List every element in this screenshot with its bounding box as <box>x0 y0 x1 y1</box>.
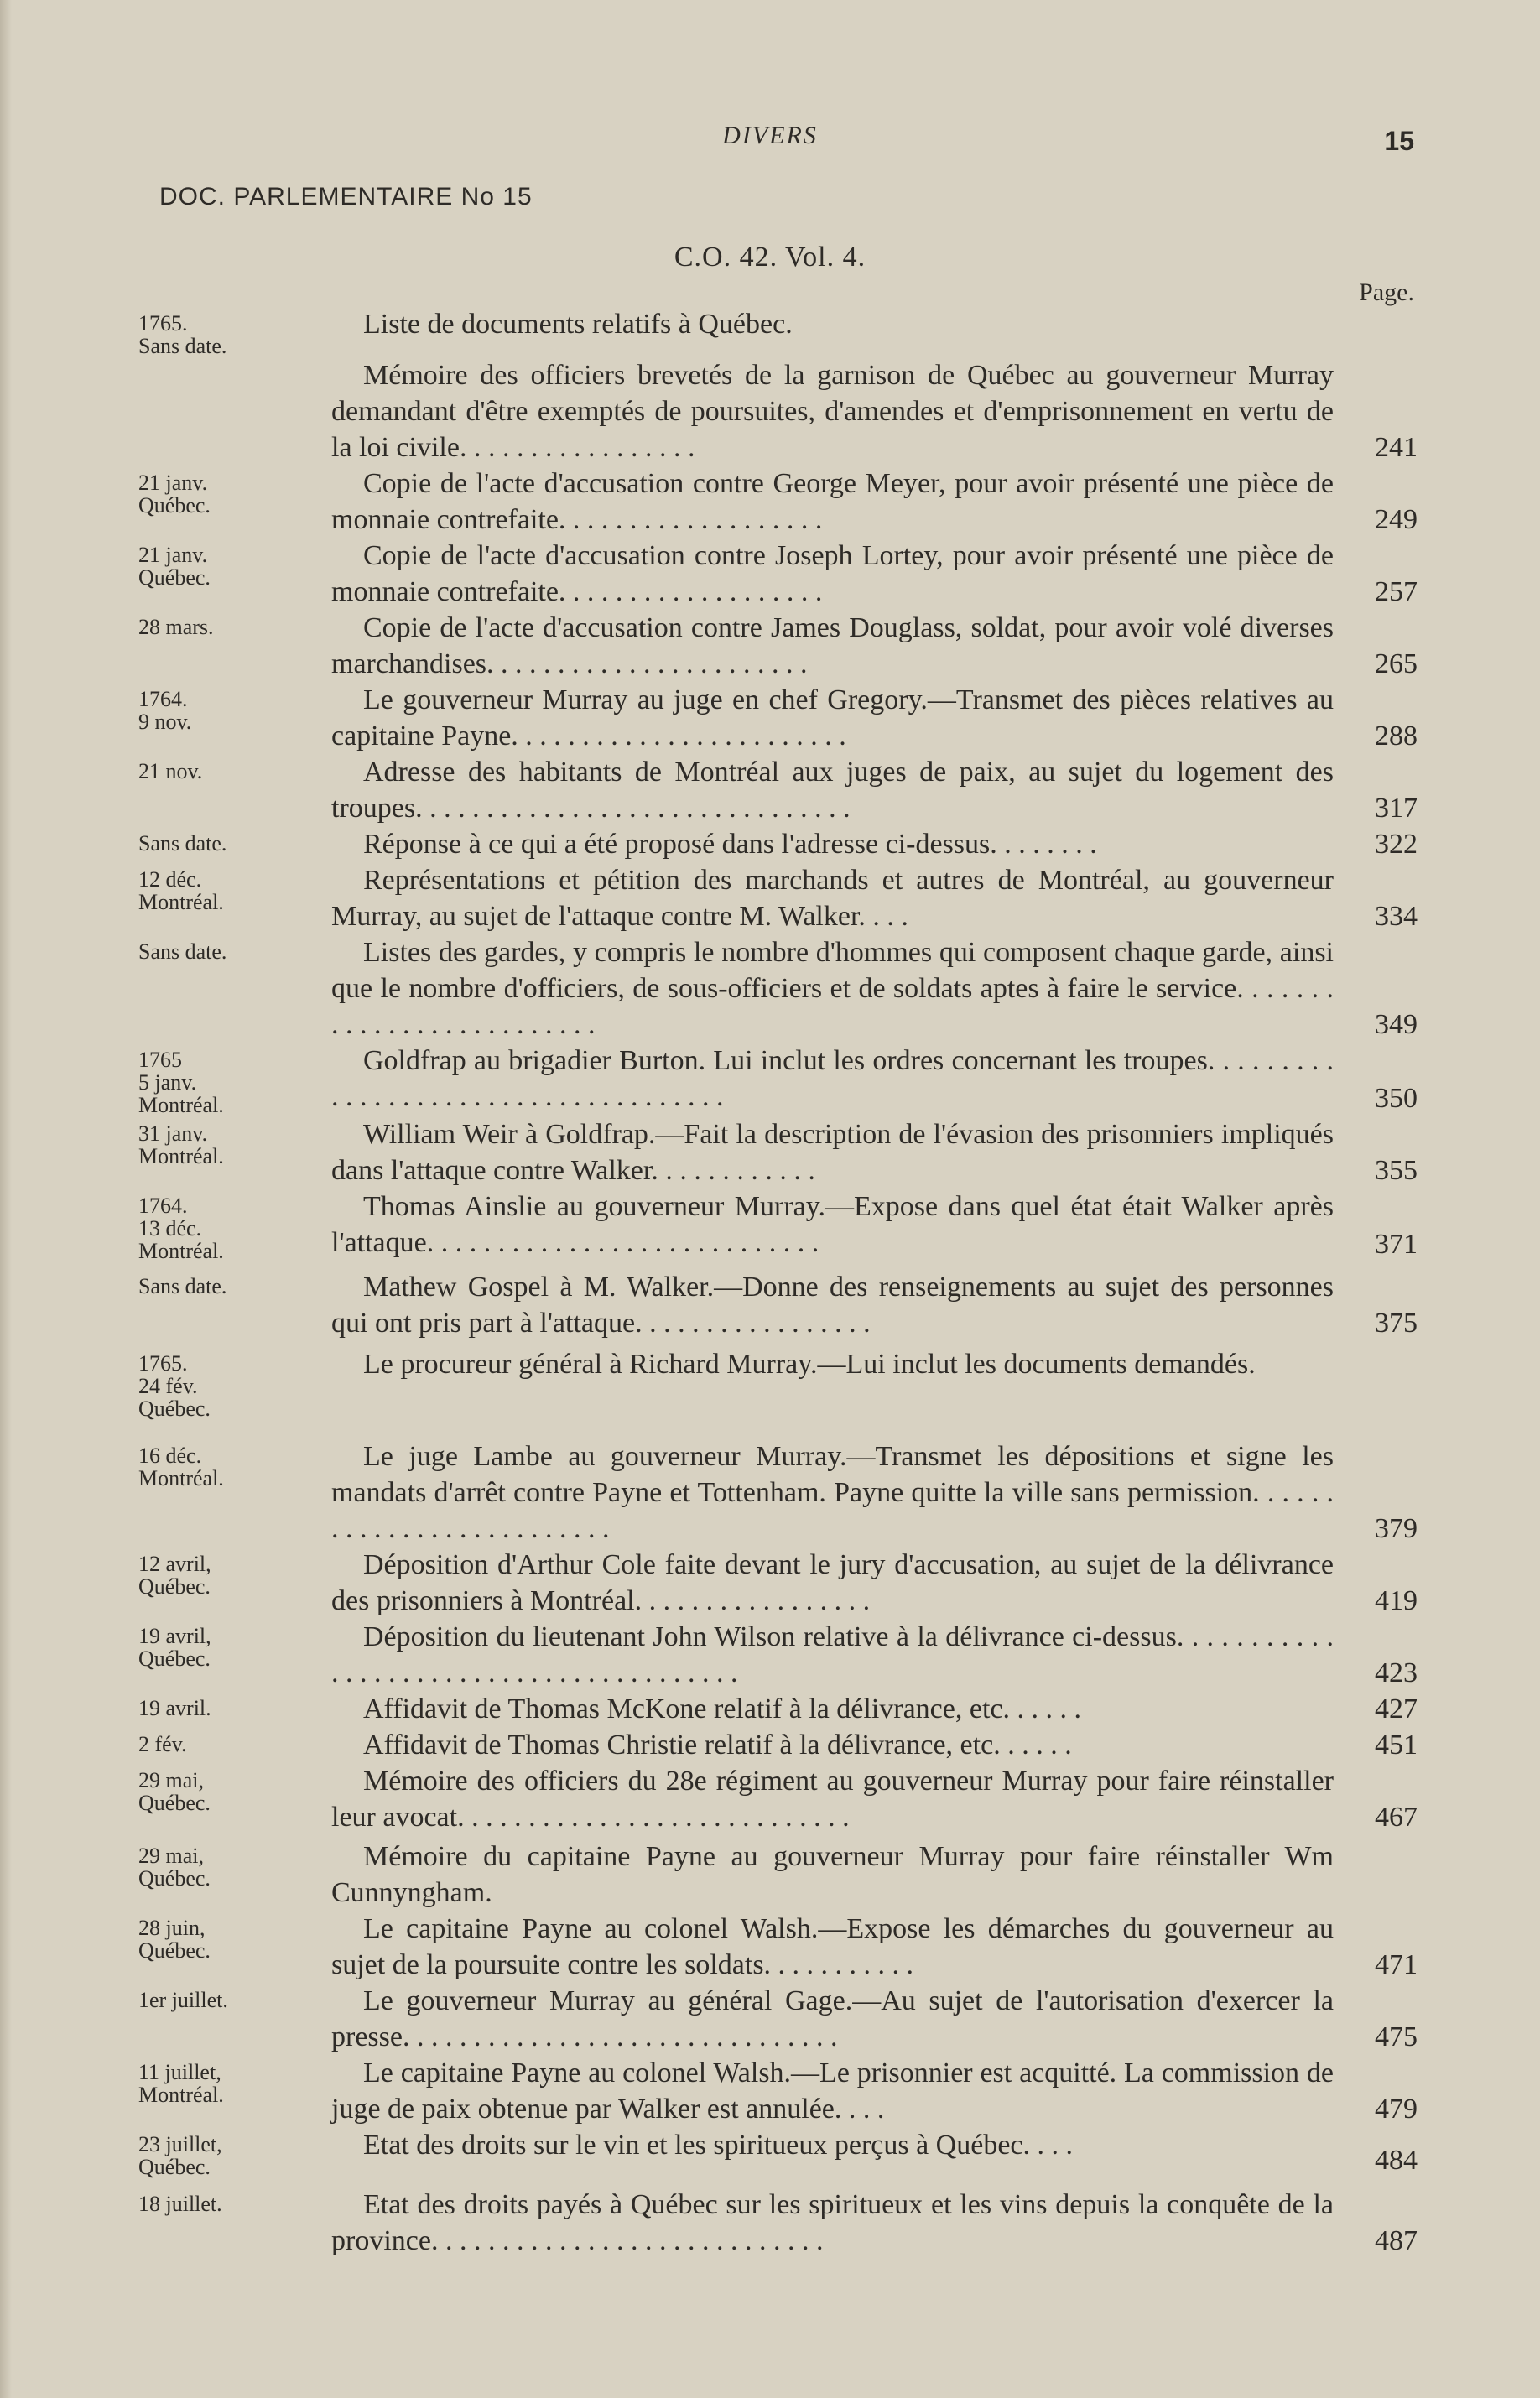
entry-date <box>0 1116 331 1189</box>
entry-description: Goldfrap au brigadier Burton. Lui inclut les ordres concernant les troupes. . . . . . . . . . . . . . . . . . . . . . . . . . . . . . . . . . . . . <box>331 1045 1334 1112</box>
list-item <box>0 1269 1540 1341</box>
entry-page-number: 487 <box>1375 2225 1418 2256</box>
entry-date <box>0 1983 331 2055</box>
entry-description: Thomas Ainslie au gouverneur Murray.—Expose dans quel état était Walker après l'attaque. . . . . . . . . . . . . . . . . . . . . . . . . . . . <box>331 1191 1334 1258</box>
list-item <box>0 1547 1540 1619</box>
entry-date <box>0 1691 331 1727</box>
entry-page-number: 475 <box>1375 2021 1418 2052</box>
entry-page-number: 288 <box>1375 720 1418 752</box>
entry-date-line: 24 fév. <box>138 1374 198 1398</box>
entry-description: Le juge Lambe au gouverneur Murray.—Transmet les dépositions et signe les mandats d'arrêt contre Payne et Tottenham. Payne quitte la ville sans permission. . . . . . . . . . . . . . . . . . . . . . . . . . <box>331 1441 1334 1544</box>
entry-description: Le gouverneur Murray au juge en chef Gregory.—Transmet des pièces relatives au capitaine Payne. . . . . . . . . . . . . . . . . . . . . . . . <box>331 684 1334 752</box>
entry-description: Etat des droits sur le vin et les spiritueux perçus à Québec. . . . <box>363 2130 1073 2161</box>
entry-description: Représentations et pétition des marchands et autres de Montréal, au gouverneur Murray, au sujet de l'attaque contre M. Walker. . . . <box>331 865 1334 932</box>
entry-description: Copie de l'acte d'accusation contre James Douglass, soldat, pour avoir volé diverses marchandises. . . . . . . . . . . . . . . . . . . . . . . <box>331 612 1334 679</box>
entry-date <box>0 1043 331 1116</box>
entry-date-line: 1764. <box>138 687 188 711</box>
entry-date <box>0 1269 331 1341</box>
entry-description: Copie de l'acte d'accusation contre George Meyer, pour avoir présenté une pièce de monnaie contrefaite. . . . . . . . . . . . . . . . . . . <box>331 468 1334 535</box>
entry-date-line: 21 nov. <box>138 759 203 783</box>
entry-date-line: Montréal. <box>138 890 224 914</box>
list-item <box>0 1691 1540 1727</box>
list-item <box>0 862 1540 934</box>
entry-page-number: 467 <box>1375 1802 1418 1833</box>
entry-page-number: 317 <box>1375 793 1418 824</box>
list-item <box>0 934 1540 1043</box>
entry-date-line: 31 janv. <box>138 1121 208 1146</box>
entry-description: Mémoire des officiers du 28e régiment au gouverneur Murray pour faire réinstaller leur avocat. . . . . . . . . . . . . . . . . . . . . . . . . . . . <box>331 1766 1334 1833</box>
entry-description: Déposition du lieutenant John Wilson relative à la délivrance ci-dessus. . . . . . . . . . . . . . . . . . . . . . . . . . . . . . . . . . . . . . . . <box>331 1621 1334 1688</box>
entry-date-line: 13 déc. <box>138 1216 202 1241</box>
entry-date <box>0 2127 331 2178</box>
entry-page-number: 484 <box>1375 2145 1418 2176</box>
entry-page-number: 355 <box>1375 1155 1418 1186</box>
entry-date <box>0 862 331 934</box>
entry-date <box>0 357 331 466</box>
entry-date-line: 28 juin, <box>138 1916 206 1940</box>
entry-date-line: 16 déc. <box>138 1443 202 1468</box>
page-column-label: Page. <box>1359 278 1414 306</box>
entry-description: Le capitaine Payne au colonel Walsh.—Expose les démarches du gouverneur au sujet de la poursuite contre les soldats. . . . . . . . . . . <box>331 1913 1334 1980</box>
entry-date-line: Québec. <box>138 1938 211 1963</box>
entry-page-number <box>1334 306 1418 357</box>
entry-page-number: 322 <box>1375 829 1418 860</box>
entry-page-number <box>1334 1346 1418 1420</box>
entry-page-number: 471 <box>1375 1949 1418 1980</box>
entry-date-line: Sans date. <box>138 334 227 358</box>
entry-date <box>0 1438 331 1547</box>
entry-description: Mémoire du capitaine Payne au gouverneur Murray pour faire réinstaller Wm Cunnyngham. <box>331 1841 1334 1908</box>
entry-description: Le capitaine Payne au colonel Walsh.—Le prisonnier est acquitté. La commission de juge de paix obtenue par Walker est annulée. . . . <box>331 2057 1334 2125</box>
entry-date-line: 19 avril, <box>138 1624 211 1648</box>
entry-date-line: 19 avril. <box>138 1696 211 1720</box>
entry-date <box>0 2187 331 2259</box>
entry-page-number: 379 <box>1375 1513 1418 1544</box>
entry-date-line: 1er juillet. <box>138 1988 228 2012</box>
list-item <box>0 1043 1540 1116</box>
entry-page-number: 371 <box>1375 1229 1418 1260</box>
entry-page-number: 249 <box>1375 504 1418 535</box>
entry-date <box>0 826 331 862</box>
entry-page-number: 375 <box>1375 1308 1418 1339</box>
document-title: DOC. PARLEMENTAIRE No 15 <box>159 183 533 211</box>
entry-description: Affidavit de Thomas McKone relatif à la délivrance, etc. . . . . . <box>363 1693 1081 1724</box>
entries-list <box>0 306 1540 2259</box>
entry-page-number: 334 <box>1375 901 1418 932</box>
entry-date <box>0 934 331 1043</box>
entry-date-line: Québec. <box>138 1574 211 1599</box>
entry-description: Copie de l'acte d'accusation contre Joseph Lortey, pour avoir présenté une pièce de monnaie contrefaite. . . . . . . . . . . . . . . . . . . <box>331 540 1334 607</box>
entry-date <box>0 466 331 538</box>
entry-date-line: Québec. <box>138 565 211 590</box>
list-item <box>0 1619 1540 1691</box>
entry-date-line: 9 nov. <box>138 710 192 734</box>
entry-date-line: 1764. <box>138 1194 188 1218</box>
entry-date <box>0 610 331 682</box>
entry-date-line: 29 mai, <box>138 1844 204 1868</box>
entry-page-number <box>1334 1839 1418 1911</box>
entry-page-number: 257 <box>1375 576 1418 607</box>
list-item <box>0 538 1540 610</box>
entry-date-line: Montréal. <box>138 1144 224 1168</box>
list-item <box>0 610 1540 682</box>
entry-description: Mathew Gospel à M. Walker.—Donne des renseignements au sujet des personnes qui ont pris part à l'attaque. . . . . . . . . . . . . . . . . <box>331 1272 1334 1339</box>
entry-date <box>0 538 331 610</box>
entry-description: Affidavit de Thomas Christie relatif à la délivrance, etc. . . . . . <box>363 1730 1072 1761</box>
entry-date-line: Sans date. <box>138 939 227 964</box>
entry-page-number: 241 <box>1375 432 1418 463</box>
entry-date <box>0 1911 331 1983</box>
entry-date-line: Sans date. <box>138 831 227 856</box>
entry-date-line: Montréal. <box>138 1466 224 1490</box>
entry-date-line: 21 janv. <box>138 543 208 567</box>
list-item <box>0 1438 1540 1547</box>
entry-page-number: 423 <box>1375 1657 1418 1688</box>
entry-date <box>0 1763 331 1835</box>
list-item <box>0 1763 1540 1835</box>
entry-date-line: 29 mai, <box>138 1768 204 1792</box>
entry-date-line: 12 déc. <box>138 867 202 892</box>
entry-page-number: 265 <box>1375 648 1418 679</box>
entry-date-line: 5 janv. <box>138 1070 197 1095</box>
entry-description: William Weir à Goldfrap.—Fait la description de l'évasion des prisonniers impliqués dans l'attaque contre Walker. . . . . . . . . . . . <box>331 1119 1334 1186</box>
list-item <box>0 1727 1540 1763</box>
entry-page-number: 350 <box>1375 1083 1418 1114</box>
list-item <box>0 1983 1540 2055</box>
list-item <box>0 682 1540 754</box>
entry-page-number: 479 <box>1375 2094 1418 2125</box>
entry-date-line: 21 janv. <box>138 471 208 495</box>
entry-description: Le gouverneur Murray au général Gage.—Au sujet de l'autorisation d'exercer la presse. . . . . . . . . . . . . . . . . . . . . . . . . . . . . . . <box>331 1985 1334 2052</box>
entry-description: Déposition d'Arthur Cole faite devant le jury d'accusation, au sujet de la délivrance des prisonniers à Montréal. . . . . . . . . . . . . . . . . <box>331 1549 1334 1616</box>
list-item <box>0 466 1540 538</box>
entry-date-line: 12 avril, <box>138 1552 211 1576</box>
list-item <box>0 1346 1540 1420</box>
entry-date-line: Québec. <box>138 1866 211 1891</box>
entry-page-number: 349 <box>1375 1009 1418 1040</box>
entry-date-line: Sans date. <box>138 1274 227 1298</box>
entry-date-line: Québec. <box>138 2155 211 2179</box>
list-item <box>0 306 1540 357</box>
entry-date-line: Québec. <box>138 493 211 518</box>
entry-date-line: 1765 <box>138 1048 182 1072</box>
entry-date <box>0 1619 331 1691</box>
running-title: DIVERS <box>722 122 818 149</box>
entry-date-line: 28 mars. <box>138 615 214 639</box>
entry-date <box>0 682 331 754</box>
list-item <box>0 2127 1540 2178</box>
list-item <box>0 754 1540 826</box>
entry-page-number: 427 <box>1375 1693 1418 1724</box>
entry-date-line: Québec. <box>138 1397 211 1421</box>
page-number: 15 <box>1384 126 1414 156</box>
list-item <box>0 1911 1540 1983</box>
list-item <box>0 1839 1540 1911</box>
entry-date-line: Montréal. <box>138 1239 224 1263</box>
entry-date <box>0 306 331 357</box>
entry-date <box>0 1547 331 1619</box>
entry-page-number: 419 <box>1375 1585 1418 1616</box>
entry-date <box>0 1727 331 1763</box>
entry-date <box>0 754 331 826</box>
entry-date-line: Montréal. <box>138 1093 224 1117</box>
list-item <box>0 2055 1540 2127</box>
entry-date-line: 2 fév. <box>138 1732 187 1756</box>
entry-description: Etat des droits payés à Québec sur les spiritueux et les vins depuis la conquête de la province. . . . . . . . . . . . . . . . . . . . . . . . . . . . <box>331 2189 1334 2256</box>
list-item <box>0 826 1540 862</box>
entry-description: Adresse des habitants de Montréal aux juges de paix, au sujet du logement des troupes. . . . . . . . . . . . . . . . . . . . . . . . . . . . . . . <box>331 757 1334 824</box>
entry-date-line: Québec. <box>138 1791 211 1815</box>
entry-date-line: 1765. <box>138 1351 188 1376</box>
entry-date <box>0 1189 331 1262</box>
entry-date <box>0 1346 331 1420</box>
entry-date-line: 23 juillet, <box>138 2132 222 2156</box>
volume-heading: C.O. 42. Vol. 4. <box>674 242 866 273</box>
entry-description: Mémoire des officiers brevetés de la garnison de Québec au gouverneur Murray demandant d'être exemptés de poursuites, d'amendes et d'emprisonnement en vertu de la loi civile. . . . . . . . . . . . . . . . . <box>331 360 1334 463</box>
entry-description: Le procureur général à Richard Murray.—Lui inclut les documents demandés. <box>363 1349 1256 1380</box>
list-item <box>0 2187 1540 2259</box>
entry-date <box>0 2055 331 2127</box>
entry-date <box>0 1839 331 1911</box>
entry-description: Réponse à ce qui a été proposé dans l'adresse ci-dessus. . . . . . . . <box>363 829 1097 860</box>
entry-description: Liste de documents relatifs à Québec. <box>363 309 793 340</box>
entry-date-line: Montréal. <box>138 2083 224 2107</box>
entry-page-number: 451 <box>1375 1730 1418 1761</box>
list-item <box>0 1116 1540 1189</box>
entry-date-line: 1765. <box>138 311 188 336</box>
entry-date-line: 18 juillet. <box>138 2192 222 2216</box>
entry-date-line: 11 juillet, <box>138 2060 221 2084</box>
entry-date-line: Québec. <box>138 1646 211 1671</box>
entry-description: Listes des gardes, y compris le nombre d'hommes qui composent chaque garde, ainsi que le nombre d'officiers, de sous-officiers et de soldats aptes à faire le service. . . . . . . . . . . . . . . . . . . . . . . . . . <box>331 937 1334 1040</box>
list-item <box>0 1189 1540 1262</box>
list-item <box>0 357 1540 466</box>
